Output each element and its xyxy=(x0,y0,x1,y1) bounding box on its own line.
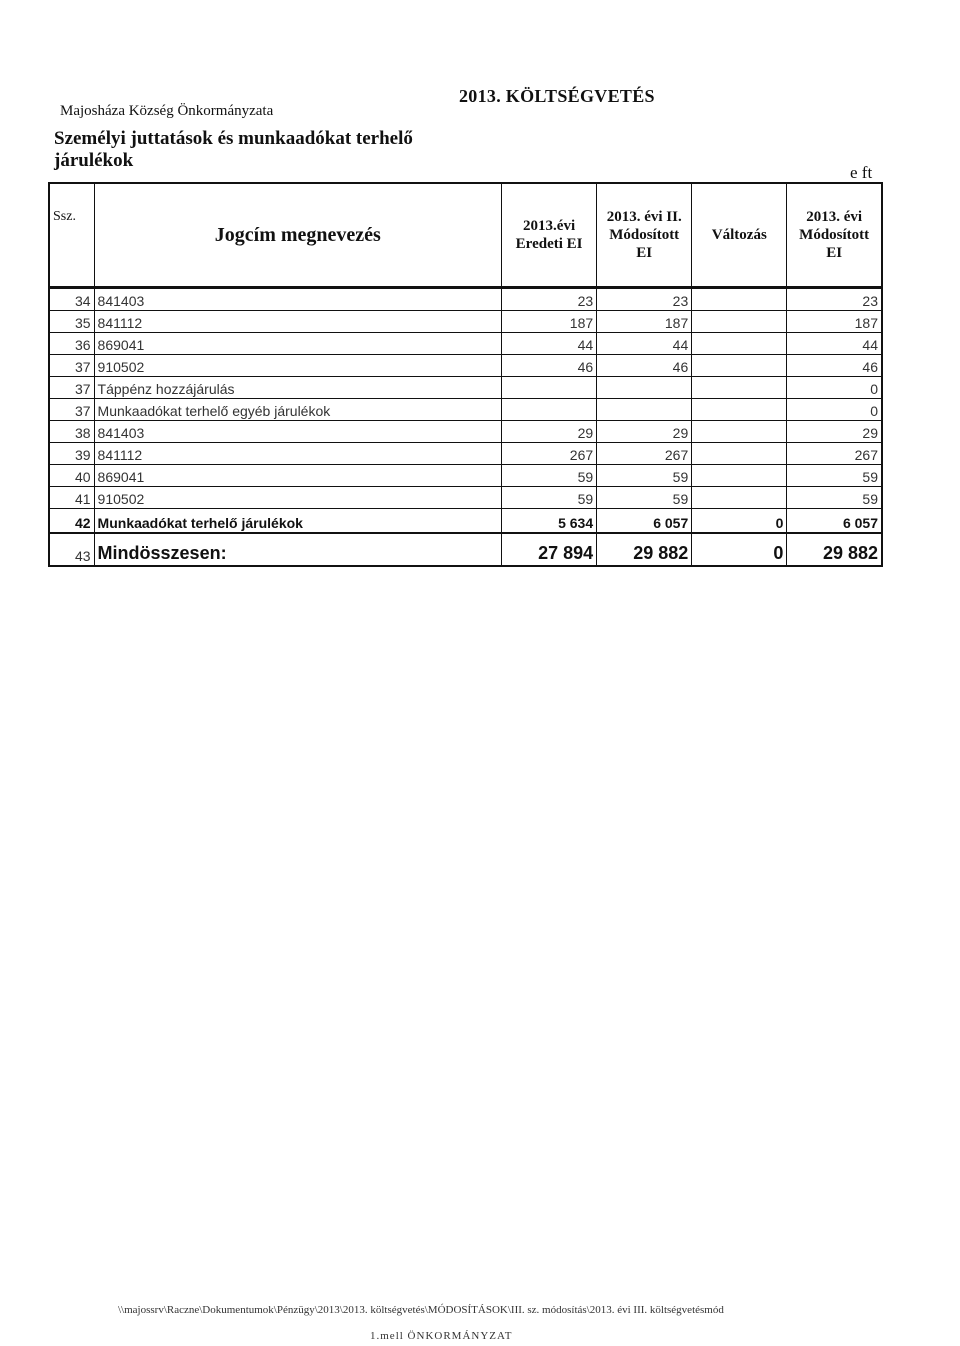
cell-ssz: 37 xyxy=(49,355,94,377)
cell-ssz: 39 xyxy=(49,443,94,465)
column-header-modified2 xyxy=(597,183,692,288)
cell-ssz: 36 xyxy=(49,333,94,355)
table-row xyxy=(49,443,882,465)
cell-original: 59 xyxy=(502,487,597,509)
total-row xyxy=(49,533,882,566)
table-row xyxy=(49,355,882,377)
cell-modified2: 59 xyxy=(597,487,692,509)
total-ssz: 43 xyxy=(49,533,94,566)
cell-original: 267 xyxy=(502,443,597,465)
table-header-row xyxy=(49,183,882,288)
subtotal-modified3: 6 057 xyxy=(787,509,882,534)
cell-original: 187 xyxy=(502,311,597,333)
footer-file-path: \\majossrv\Raczne\Dokumentumok\Pénzügy\2013\2013. költségvetés\MÓDOSÍTÁSOK\III. sz. módosítás\2013. évi III. költségvetésmód xyxy=(118,1304,724,1316)
column-header-name: Jogcím megnevezés xyxy=(94,183,501,288)
cell-change xyxy=(692,377,787,399)
table-row xyxy=(49,288,882,311)
column-header-ssz: Ssz. xyxy=(49,183,94,288)
column-header-original xyxy=(502,183,597,288)
cell-modified3: 187 xyxy=(787,311,882,333)
cell-name: 841112 xyxy=(94,311,501,333)
table-row xyxy=(49,399,882,421)
column-header-modified3-line2: Módosított xyxy=(799,227,870,243)
page-title-line1: Személyi juttatások és munkaadókat terhelő xyxy=(54,128,413,149)
cell-name: 841403 xyxy=(94,421,501,443)
cell-change xyxy=(692,311,787,333)
cell-original: 44 xyxy=(502,333,597,355)
cell-name: 869041 xyxy=(94,333,501,355)
subtotal-ssz: 42 xyxy=(49,509,94,534)
total-original: 27 894 xyxy=(502,533,597,566)
cell-ssz: 38 xyxy=(49,421,94,443)
cell-ssz: 40 xyxy=(49,465,94,487)
table-row xyxy=(49,421,882,443)
cell-original: 59 xyxy=(502,465,597,487)
cell-modified2 xyxy=(597,399,692,421)
cell-ssz: 34 xyxy=(49,288,94,311)
organization-name: Majosháza Község Önkormányzata xyxy=(60,103,274,119)
table-row xyxy=(49,311,882,333)
cell-name: 910502 xyxy=(94,487,501,509)
cell-modified2: 267 xyxy=(597,443,692,465)
cell-modified3: 0 xyxy=(787,377,882,399)
cell-modified3: 0 xyxy=(787,399,882,421)
column-header-original-line2: Eredeti EI xyxy=(515,236,583,252)
table-row xyxy=(49,333,882,355)
cell-ssz: 37 xyxy=(49,377,94,399)
cell-name: 910502 xyxy=(94,355,501,377)
cell-ssz: 37 xyxy=(49,399,94,421)
cell-name: 869041 xyxy=(94,465,501,487)
page-title-line2: járulékok xyxy=(54,150,134,171)
cell-modified3: 59 xyxy=(787,465,882,487)
total-change: 0 xyxy=(692,533,787,566)
column-header-original-line1: 2013.évi xyxy=(523,218,576,234)
page-title xyxy=(54,128,413,172)
cell-change xyxy=(692,355,787,377)
cell-modified3: 44 xyxy=(787,333,882,355)
cell-name: 841403 xyxy=(94,288,501,311)
column-header-modified2-line2: Módosított xyxy=(609,227,680,243)
cell-change xyxy=(692,399,787,421)
document-title: 2013. KÖLTSÉGVETÉS xyxy=(459,86,655,106)
column-header-modified2-line1: 2013. évi II. xyxy=(606,209,682,225)
total-name: Mindösszesen: xyxy=(94,533,501,566)
cell-ssz: 41 xyxy=(49,487,94,509)
cell-modified2: 187 xyxy=(597,311,692,333)
cell-change xyxy=(692,487,787,509)
footer-subtitle: 1.mell ÖNKORMÁNYZAT xyxy=(370,1330,513,1342)
table-row xyxy=(49,465,882,487)
cell-name: Táppénz hozzájárulás xyxy=(94,377,501,399)
unit-label: e ft xyxy=(850,163,873,182)
cell-change xyxy=(692,333,787,355)
cell-original: 23 xyxy=(502,288,597,311)
budget-table xyxy=(48,182,883,567)
column-header-modified3-line1: 2013. évi xyxy=(806,209,863,225)
cell-modified2: 59 xyxy=(597,465,692,487)
cell-modified3: 267 xyxy=(787,443,882,465)
cell-original: 46 xyxy=(502,355,597,377)
cell-name: 841112 xyxy=(94,443,501,465)
subtotal-row xyxy=(49,509,882,534)
table-row xyxy=(49,487,882,509)
cell-original: 29 xyxy=(502,421,597,443)
subtotal-change: 0 xyxy=(692,509,787,534)
subtotal-modified2: 6 057 xyxy=(597,509,692,534)
cell-modified2 xyxy=(597,377,692,399)
cell-modified2: 44 xyxy=(597,333,692,355)
cell-modified2: 29 xyxy=(597,421,692,443)
cell-change xyxy=(692,443,787,465)
cell-original xyxy=(502,399,597,421)
cell-modified3: 23 xyxy=(787,288,882,311)
total-modified2: 29 882 xyxy=(597,533,692,566)
column-header-modified3 xyxy=(787,183,882,288)
subtotal-name: Munkaadókat terhelő járulékok xyxy=(94,509,501,534)
table-row xyxy=(49,377,882,399)
cell-change xyxy=(692,421,787,443)
column-header-change: Változás xyxy=(692,183,787,288)
subtotal-original: 5 634 xyxy=(502,509,597,534)
cell-modified2: 46 xyxy=(597,355,692,377)
cell-original xyxy=(502,377,597,399)
cell-ssz: 35 xyxy=(49,311,94,333)
cell-modified3: 59 xyxy=(787,487,882,509)
cell-change xyxy=(692,465,787,487)
cell-name: Munkaadókat terhelő egyéb járulékok xyxy=(94,399,501,421)
cell-change xyxy=(692,288,787,311)
cell-modified2: 23 xyxy=(597,288,692,311)
cell-modified3: 29 xyxy=(787,421,882,443)
column-header-modified2-line3: EI xyxy=(636,245,653,261)
cell-modified3: 46 xyxy=(787,355,882,377)
column-header-modified3-line3: EI xyxy=(826,245,843,261)
total-modified3: 29 882 xyxy=(787,533,882,566)
